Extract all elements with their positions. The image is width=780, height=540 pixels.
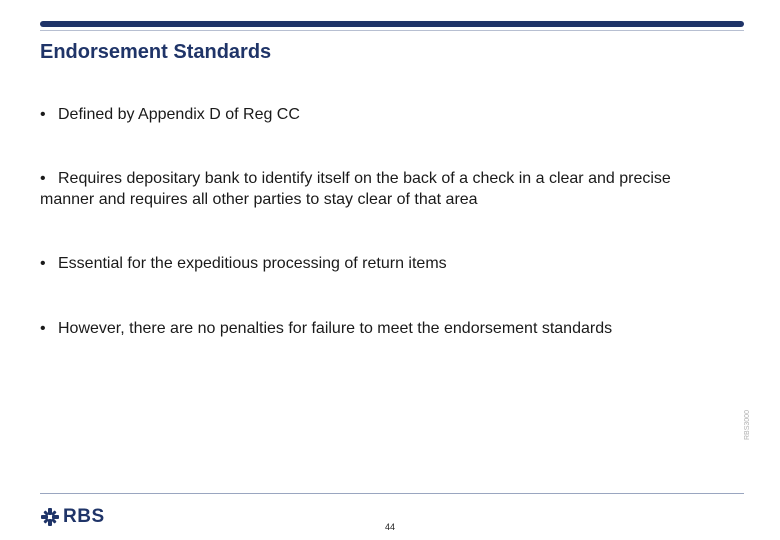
bullet-symbol: • bbox=[40, 255, 46, 272]
bullet-item-1 bbox=[40, 104, 720, 125]
bullet-symbol: • bbox=[40, 106, 46, 123]
bullet-text: However, there are no penalties for failure to meet the endorsement standards bbox=[58, 320, 613, 337]
rbs-logo bbox=[40, 507, 105, 527]
header-bar bbox=[40, 21, 744, 27]
logo-text: RBS bbox=[63, 506, 105, 527]
document-code: RBS3000 bbox=[744, 410, 751, 440]
footer-rule bbox=[40, 493, 744, 494]
bullet-item-3 bbox=[40, 253, 720, 274]
bullet-symbol: • bbox=[40, 320, 46, 337]
bullet-item-4 bbox=[40, 318, 720, 339]
daisy-wheel-icon bbox=[40, 507, 60, 527]
bullet-text: Requires depositary bank to identify itself on the back of a check in a clear and precise manner and requires all other parties to stay clear of that area bbox=[40, 170, 671, 208]
bullet-text: Defined by Appendix D of Reg CC bbox=[58, 106, 300, 123]
page-number: 44 bbox=[385, 522, 396, 532]
slide-title: Endorsement Standards bbox=[40, 41, 272, 63]
bullet-text: Essential for the expeditious processing of return items bbox=[58, 255, 447, 272]
bullet-item-2 bbox=[40, 168, 720, 210]
header-rule bbox=[40, 30, 744, 31]
bullet-symbol: • bbox=[40, 170, 46, 187]
